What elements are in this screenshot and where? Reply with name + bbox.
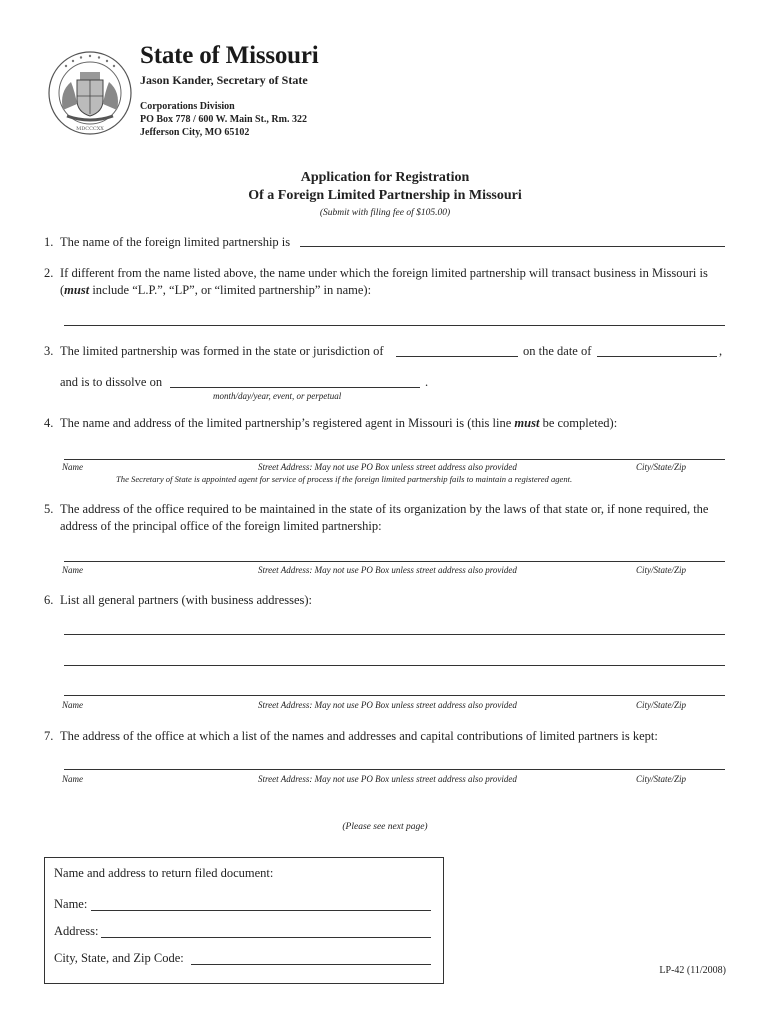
return-name-label: Name: <box>54 897 88 911</box>
return-csz-label: City, State, and Zip Code: <box>54 951 184 965</box>
secretary-name: Jason Kander, Secretary of State <box>140 73 308 87</box>
question-text-line1: The address of the office required to be maintained in the state of its organization by the laws of that state or, if none required, the <box>60 502 709 516</box>
period: . <box>425 375 429 389</box>
svg-text:MDCCCXX: MDCCCXX <box>76 126 104 132</box>
return-title: Name and address to return filed document: <box>54 866 274 880</box>
question-number: 3. <box>44 344 54 358</box>
partnership-name-field[interactable] <box>300 246 725 247</box>
question-4 <box>44 415 617 432</box>
city-line: Jefferson City, MO 65102 <box>140 127 250 138</box>
question-number: 4. <box>44 416 54 430</box>
state-title: State of Missouri <box>140 42 319 69</box>
comma: , <box>719 344 723 358</box>
street-caption: Street Address: May not use PO Box unless street address also provided <box>258 462 517 472</box>
form-code: LP-42 (11/2008) <box>659 965 726 976</box>
form-title-line2: Of a Foreign Limited Partnership in Missouri <box>248 188 522 203</box>
missouri-state-seal-icon <box>47 50 133 136</box>
next-page-note: (Please see next page) <box>342 822 428 832</box>
return-address-box <box>44 857 444 984</box>
date-of-label: on the date of <box>523 344 592 358</box>
city-caption: City/State/Zip <box>636 774 687 784</box>
business-name-field[interactable] <box>64 325 725 326</box>
paren: ( <box>60 283 65 297</box>
street-caption: Street Address: May not use PO Box unless street address also provided <box>258 700 517 710</box>
question-number: 2. <box>44 266 54 280</box>
question-1 <box>44 234 290 251</box>
name-caption: Name <box>62 700 83 710</box>
name-caption: Name <box>62 774 83 784</box>
question-text-end: be completed): <box>539 416 618 430</box>
division-name: Corporations Division <box>140 101 235 112</box>
name-caption: Name <box>62 462 83 472</box>
dissolve-label: and is to dissolve on <box>60 375 163 389</box>
return-name-field[interactable] <box>91 910 431 911</box>
question-5 <box>44 501 708 535</box>
dissolve-caption: month/day/year, event, or perpetual <box>213 391 342 401</box>
question-6 <box>44 592 312 609</box>
question-7 <box>44 728 658 745</box>
must-emphasis: must <box>64 283 90 297</box>
question-text: The name of the foreign limited partnership is <box>60 235 291 249</box>
dissolve-date-field[interactable] <box>170 387 420 388</box>
question-number: 6. <box>44 593 54 607</box>
principal-office-field[interactable] <box>64 561 725 562</box>
return-address-field[interactable] <box>101 937 431 938</box>
question-2 <box>44 265 708 299</box>
must-emphasis: must <box>514 416 540 430</box>
office-address <box>140 100 307 139</box>
general-partner-field-1[interactable] <box>64 634 725 635</box>
city-caption: City/State/Zip <box>636 700 687 710</box>
city-caption: City/State/Zip <box>636 462 687 472</box>
fee-note: (Submit with filing fee of $105.00) <box>319 208 451 218</box>
question-text: The address of the office at which a list of the names and addresses and capital contributions of limited partners is kept: <box>60 729 658 743</box>
question-number: 1. <box>44 235 54 249</box>
form-title-line1: Application for Registration <box>300 170 470 185</box>
city-caption: City/State/Zip <box>636 565 687 575</box>
return-csz-field[interactable] <box>191 964 431 965</box>
jurisdiction-field[interactable] <box>396 356 518 357</box>
agent-note: The Secretary of State is appointed agent for service of process if the foreign limited partnership fails to maintain a registered agent. <box>116 474 573 484</box>
question-text: The limited partnership was formed in the state or jurisdiction of <box>60 344 384 358</box>
question-text-line1: If different from the name listed above, the name under which the foreign limited partnership will transact business in Missouri is <box>60 266 708 280</box>
general-partner-field-2[interactable] <box>64 665 725 666</box>
registered-agent-field[interactable] <box>64 459 725 460</box>
street-caption: Street Address: May not use PO Box unless street address also provided <box>258 565 517 575</box>
question-text: List all general partners (with business addresses): <box>60 593 313 607</box>
question-text-line2: include “L.P.”, “LP”, or “limited partnership” in name): <box>89 283 372 297</box>
question-text-line2: address of the principal office of the foreign limited partnership: <box>60 519 382 533</box>
question-3 <box>44 343 384 360</box>
question-number: 5. <box>44 502 54 516</box>
question-number: 7. <box>44 729 54 743</box>
street-caption: Street Address: May not use PO Box unless street address also provided <box>258 774 517 784</box>
limited-partners-office-field[interactable] <box>64 769 725 770</box>
question-text: The name and address of the limited partnership’s registered agent in Missouri is (this line <box>60 416 515 430</box>
formation-date-field[interactable] <box>597 356 717 357</box>
return-address-label: Address: <box>54 924 99 938</box>
general-partner-field-3[interactable] <box>64 695 725 696</box>
name-caption: Name <box>62 565 83 575</box>
po-box: PO Box 778 / 600 W. Main St., Rm. 322 <box>140 114 307 125</box>
